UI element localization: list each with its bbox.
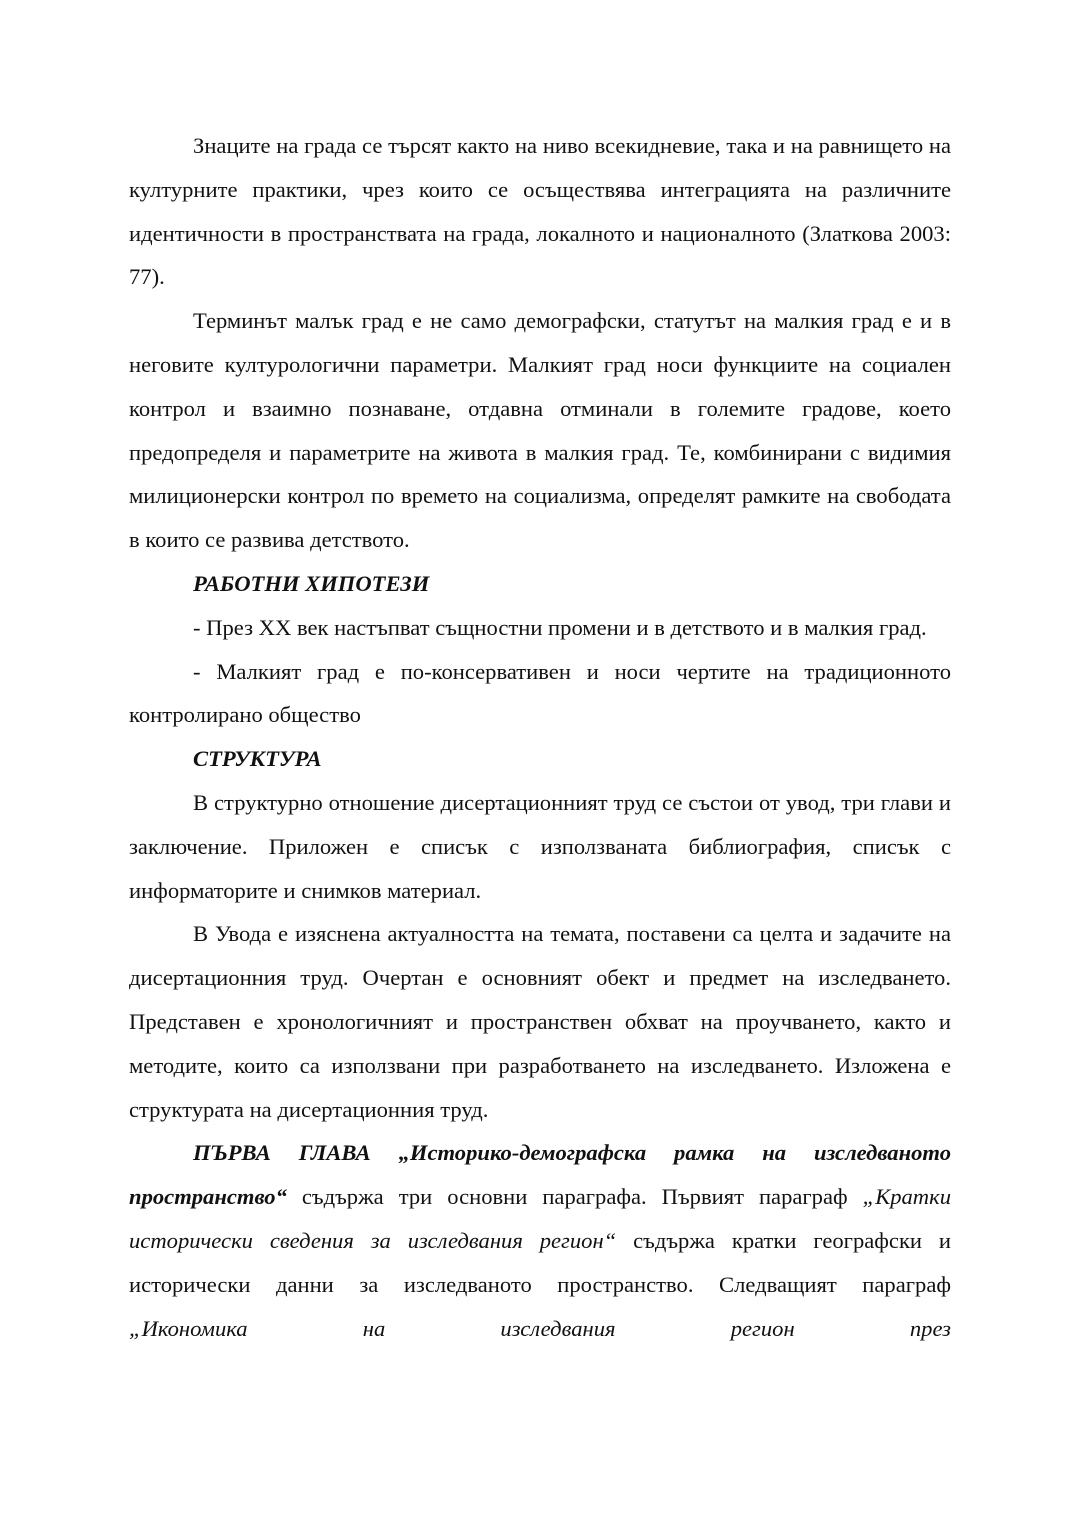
paragraph-city-signs: Знаците на града се търсят както на ниво всекидневие, така и на равнището на културните практики, чрез които се осъществява интеграцията на различните идентичности в пространствата на града, локалното и националното (Златкова 2003: 77). — [129, 133, 951, 290]
paragraph-first-chapter — [129, 1131, 951, 1350]
heading-working-hypotheses: РАБОТНИ ХИПОТЕЗИ — [193, 570, 430, 596]
hypothesis-2: - Малкият град е по-консервативен и носи чертите на традиционното контролирано общество — [129, 658, 951, 728]
document-page — [129, 124, 951, 1350]
paragraph-title-economy: „Икономика на изследвания регион през — [129, 1315, 951, 1341]
paragraph-structure: В структурно отношение дисертационният труд се състои от увод, три глави и заключение. Приложен е списък с използваната библиография, списък с информаторите и снимков материал. — [129, 789, 951, 903]
paragraph-title-history: „Кратки исторически сведения за изследвания регион“ — [129, 1184, 951, 1253]
paragraph-introduction: В Увода е изяснена актуалността на темата, поставени са целта и задачите на дисертационния труд. Очертан е основният обект и предмет на изследването. Представен е хронологичният и пространствен обхват на проучването, както и методите, които са използвани при разработването на изследването. Изложена е структурата на дисертационния труд. — [129, 921, 951, 1122]
first-chapter-text-1: съдържа три основни параграфа. Първият параграф — [286, 1184, 863, 1210]
hypothesis-1: - През XX век настъпват същностни промени и в детството и в малкия град. — [193, 614, 927, 640]
paragraph-small-town: Терминът малък град е не само демографски, статутът на малкия град е и в неговите културологични параметри. Малкият град носи функциите на социален контрол и взаимно познаване, отдавна отминали в големите градове, което предопределя и параметрите на живота в малкия град. Те, комбинирани с видимия милиционерски контрол по времето на социализма, определят рамките на свободата в които се развива детството. — [129, 308, 951, 553]
first-chapter-title: ПЪРВА ГЛАВА „Историко-демографска рамка на изследваното пространство“ — [129, 1140, 951, 1210]
heading-structure: СТРУКТУРА — [193, 746, 322, 772]
first-chapter-text-2: съдържа кратки географски и исторически данни за изследваното пространство. Следващият параграф — [129, 1227, 951, 1297]
